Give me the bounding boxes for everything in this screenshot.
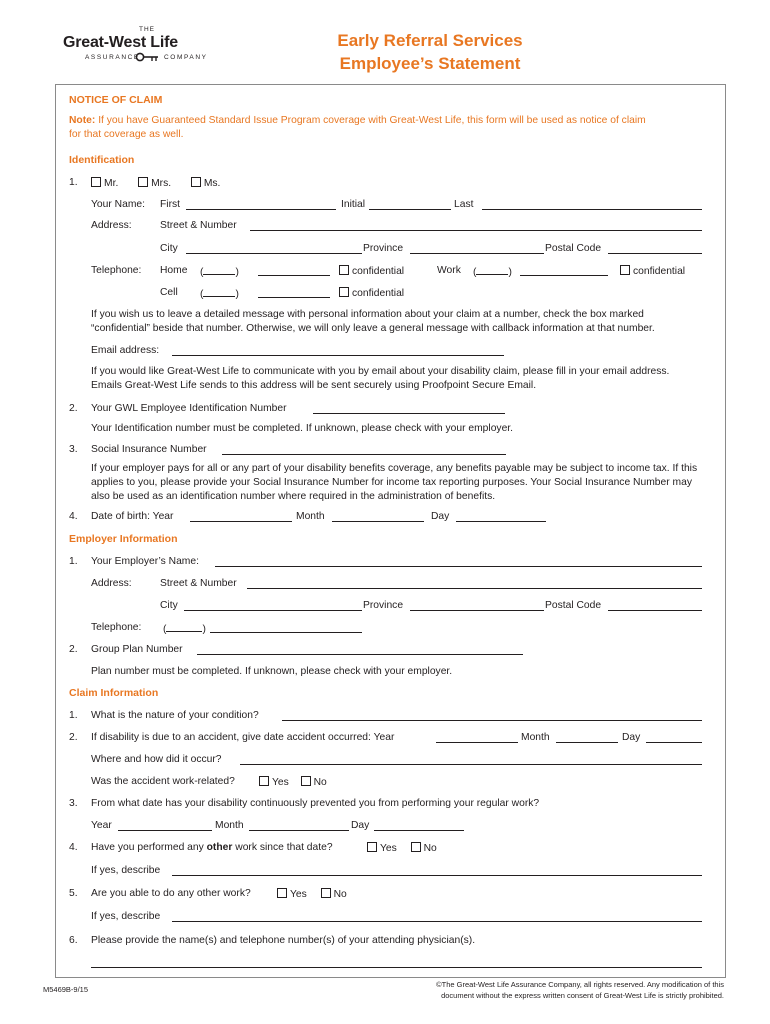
where-label: Where and how did it occur? — [91, 754, 222, 765]
claim-q4-number: 4. — [69, 842, 78, 853]
checkbox-home-confidential[interactable] — [339, 265, 349, 275]
group-plan-note: Plan number must be completed. If unknown, please check with your employer. — [91, 666, 453, 677]
checkbox-mr[interactable] — [91, 177, 101, 187]
notice-heading: NOTICE OF CLAIM — [69, 94, 163, 106]
accident-month-field[interactable] — [556, 733, 618, 743]
province-field[interactable] — [410, 244, 544, 254]
identification-heading: Identification — [69, 154, 135, 166]
label-ms: Ms. — [203, 178, 221, 189]
employer-phone-field[interactable] — [210, 623, 362, 633]
other-work-describe-label: If yes, describe — [91, 865, 161, 876]
dob-label: Date of birth: Year — [91, 511, 174, 522]
checkbox-work-related-yes[interactable] — [259, 776, 269, 786]
checkbox-other-work-yes[interactable] — [367, 842, 377, 852]
logo-the: THE — [139, 26, 155, 33]
checkbox-work-related-no[interactable] — [301, 776, 311, 786]
home-confidential: confidential — [339, 265, 404, 277]
dob-month-label: Month — [296, 511, 325, 522]
claim-q3-number: 3. — [69, 798, 78, 809]
q2-number: 2. — [69, 403, 78, 414]
group-plan-field[interactable] — [197, 645, 523, 655]
employer-province-label: Province — [363, 600, 404, 611]
notice-note — [69, 115, 646, 126]
employee-id-note: Your Identification number must be completed. If unknown, please check with your employer. — [91, 423, 514, 434]
cell-phone-field[interactable] — [258, 288, 330, 298]
employer-q1-number: 1. — [69, 556, 78, 567]
able-other-work-label: Are you able to do any other work? — [91, 888, 251, 899]
email-field[interactable] — [172, 346, 504, 356]
claim-q2-number: 2. — [69, 732, 78, 743]
checkbox-cell-confidential[interactable] — [339, 287, 349, 297]
checkbox-able-other-work-yes[interactable] — [277, 888, 287, 898]
label-mrs: Mrs. — [151, 178, 172, 189]
confidential-instructions: If you wish us to leave a detailed message with personal information about your claim at a number, check the box marked “confidential” beside that number. Otherwise, we will only leave a general message with callback information at that number. — [91, 309, 655, 334]
disability-year-field[interactable] — [118, 821, 212, 831]
employer-province-field[interactable] — [410, 601, 544, 611]
where-field[interactable] — [240, 755, 702, 765]
work-related-label: Was the accident work-related? — [91, 776, 235, 787]
checkbox-other-work-no[interactable] — [411, 842, 421, 852]
city-field[interactable] — [186, 244, 362, 254]
able-other-work-describe-field[interactable] — [172, 912, 702, 922]
disability-date-label: From what date has your disability continuously prevented you from performing your regular work? — [91, 798, 540, 809]
disability-day-field[interactable] — [374, 821, 464, 831]
work-phone-field[interactable] — [520, 266, 608, 276]
work-confidential: confidential — [620, 265, 685, 277]
work-label: Work — [437, 265, 461, 276]
claim-q1-number: 1. — [69, 710, 78, 721]
form-title-line2: Employee’s Statement — [339, 54, 521, 73]
email-label: Email address: — [91, 345, 160, 356]
work-related-options: Yes No — [259, 776, 327, 788]
home-area-code[interactable]: ( ) — [200, 267, 239, 278]
employer-address-label: Address: — [91, 578, 132, 589]
logo-name: Great-West Life — [63, 34, 178, 51]
dob-month-field[interactable] — [332, 512, 424, 522]
cell-label: Cell — [160, 287, 178, 298]
q1-number: 1. — [69, 177, 78, 188]
note-text-2: for that coverage as well. — [69, 129, 184, 140]
accident-day-field[interactable] — [646, 733, 702, 743]
postal-field[interactable] — [608, 244, 702, 254]
accident-year-field[interactable] — [436, 733, 518, 743]
employer-street-label: Street & Number — [160, 578, 237, 589]
employer-postal-label: Postal Code — [545, 600, 602, 611]
condition-label: What is the nature of your condition? — [91, 710, 259, 721]
checkbox-able-other-work-no[interactable] — [321, 888, 331, 898]
employer-heading: Employer Information — [69, 533, 178, 545]
disability-year-label: Year — [91, 820, 112, 831]
postal-label: Postal Code — [545, 243, 602, 254]
sin-instructions: If your employer pays for all or any part of your disability benefits coverage, any benefits payable may be subject to income tax. If this applies to you, please provide your Social Insurance Number for income tax reporting purposes. Your Social Insurance Number may also be used as an identification number where required in the administration of benefits. — [91, 463, 698, 502]
q3-number: 3. — [69, 444, 78, 455]
dob-day-field[interactable] — [456, 512, 546, 522]
able-other-work-describe-label: If yes, describe — [91, 911, 161, 922]
disability-month-field[interactable] — [249, 821, 349, 831]
employee-id-field[interactable] — [313, 404, 505, 414]
employer-area-code[interactable]: ( ) — [163, 624, 206, 635]
logo-sub-left: ASSURANCE — [85, 54, 140, 61]
telephone-label: Telephone: — [91, 265, 142, 276]
last-label: Last — [454, 199, 474, 210]
employer-postal-field[interactable] — [608, 601, 702, 611]
form-title-line1: Early Referral Services — [337, 31, 523, 50]
salutation-group — [91, 177, 220, 189]
employer-street-field[interactable] — [247, 579, 702, 589]
sin-field[interactable] — [222, 445, 506, 455]
initial-label: Initial — [341, 199, 366, 210]
able-other-work-options: Yes No — [277, 888, 347, 900]
accident-month-label: Month — [521, 732, 550, 743]
q4-number: 4. — [69, 511, 78, 522]
home-phone-field[interactable] — [258, 266, 330, 276]
claim-q6-number: 6. — [69, 935, 78, 946]
disability-day-label: Day — [351, 820, 370, 831]
employer-city-label: City — [160, 600, 178, 611]
first-label: First — [160, 199, 181, 210]
logo-sub-right: COMPANY — [164, 54, 208, 61]
street-field[interactable] — [250, 221, 702, 231]
checkbox-work-confidential[interactable] — [620, 265, 630, 275]
checkbox-mrs[interactable] — [138, 177, 148, 187]
employee-id-label: Your GWL Employee Identification Number — [91, 403, 287, 414]
dob-day-label: Day — [431, 511, 450, 522]
email-instructions: If you would like Great-West Life to communicate with you by email about your disability claim, please fill in your email address. Emails Great-West Life sends to this address will be sent securely using Proofpoint Secure Email. — [91, 366, 670, 391]
group-plan-label: Group Plan Number — [91, 644, 183, 655]
accident-day-label: Day — [622, 732, 641, 743]
employer-q2-number: 2. — [69, 644, 78, 655]
disability-month-label: Month — [215, 820, 244, 831]
physician-label: Please provide the name(s) and telephone number(s) of your attending physician(s). — [91, 935, 476, 946]
city-label: City — [160, 243, 178, 254]
accident-date-label: If disability is due to an accident, give date accident occurred: Year — [91, 732, 395, 743]
sin-label: Social Insurance Number — [91, 444, 207, 455]
initial-field[interactable] — [369, 200, 451, 210]
employer-name-field[interactable] — [215, 557, 702, 567]
home-label: Home — [160, 265, 188, 276]
address-label: Address: — [91, 220, 132, 231]
province-label: Province — [363, 243, 404, 254]
last-name-field[interactable] — [482, 200, 702, 210]
cell-area-code[interactable]: ( ) — [200, 289, 239, 300]
copyright: ©The Great-West Life Assurance Company, all rights reserved. Any modification of this document without the express written consent of Great-West Life is strictly prohibited. — [436, 980, 724, 1000]
note-label: Note: — [69, 115, 96, 126]
first-name-field[interactable] — [186, 200, 336, 210]
key-icon — [135, 52, 159, 62]
employer-city-field[interactable] — [184, 601, 362, 611]
other-work-describe-field[interactable] — [172, 866, 702, 876]
street-label: Street & Number — [160, 220, 237, 231]
your-name-label: Your Name: — [91, 199, 145, 210]
employer-telephone-label: Telephone: — [91, 622, 142, 633]
other-work-label: Have you performed any other work since that date? — [91, 842, 333, 853]
dob-year-field[interactable] — [190, 512, 292, 522]
condition-field[interactable] — [282, 711, 702, 721]
cell-confidential: confidential — [339, 287, 404, 299]
work-area-code[interactable]: ( ) — [473, 267, 512, 278]
other-work-options: Yes No — [367, 842, 437, 854]
employer-name-label: Your Employer’s Name: — [91, 556, 199, 567]
note-text: If you have Guaranteed Standard Issue Program coverage with Great-West Life, this form will be used as notice of claim — [98, 115, 646, 126]
label-mr: Mr. — [104, 178, 119, 189]
checkbox-ms[interactable] — [191, 177, 201, 187]
claim-heading: Claim Information — [69, 687, 159, 699]
form-code: M5469B-9/15 — [43, 985, 89, 994]
claim-q5-number: 5. — [69, 888, 78, 899]
physician-field[interactable] — [91, 958, 702, 968]
